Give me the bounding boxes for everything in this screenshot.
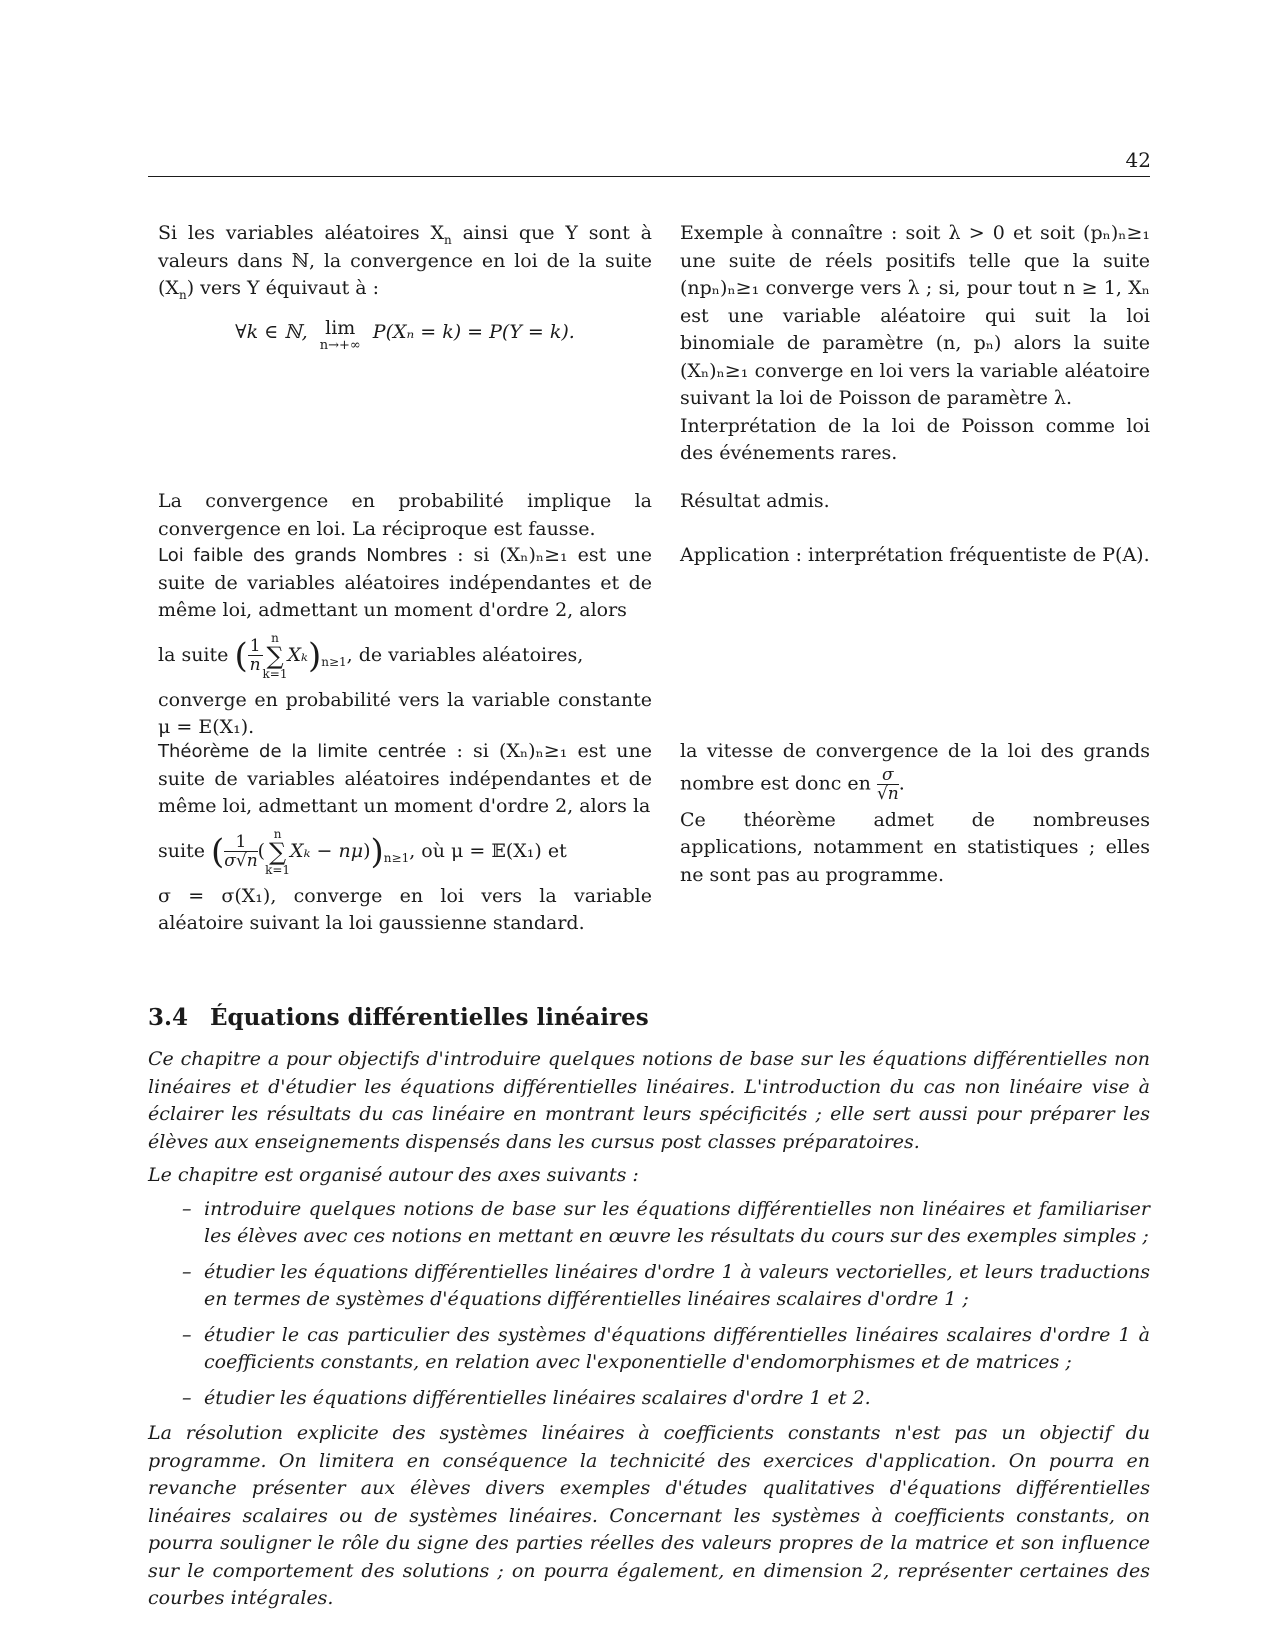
intro-paragraph-3: La résolution explicite des systèmes linéaires à coefficients constants n'est pas un objectif du programme. On limitera en conséquence la technicité des exercices d'application. On pourra en revanche présenter aux élèves divers exemples d'études qualitatives d'équations différentielles linéaires scalaires ou de systèmes linéaires. Concernant les systèmes à coefficients constants, on pourra souligner le rôle du signe des parties réelles des valeurs propres de la matrice et son influence sur le comportement des solutions ; on pourra également, en dimension 2, représenter certaines des courbes intégrales.: [148, 1422, 1150, 1609]
section-heading: [148, 1004, 649, 1031]
lgn-formula-line: la suite ( $\frac{1}{n}$ n ∑ $k=1X_k)_{n\ge 1}$, de variables aléatoires,: [158, 630, 584, 681]
limit-operator: lim n→+∞: [319, 316, 361, 353]
block1-right: [680, 220, 1150, 468]
lgn-statement: Loi faible des grands Nombres : si (Xₙ)ₙ≥₁ est une suite de variables aléatoires indépendantes et de même loi, admettant un moment d'ordre 2, alors: [158, 544, 652, 621]
block1-left: [158, 220, 652, 355]
poisson-interpretation: Interprétation de la loi de Poisson comme loi des événements rares.: [680, 414, 1150, 464]
block4-left: Théorème de la limite centrée : si (Xₙ)ₙ≥₁ est une suite de variables aléatoires indépendantes et de même loi, admettant un moment d'ordre 2, alors la suite ( $\frac{1}{\sigma√n}$ (n ∑ $k=1X_k - n\mu))_{n\ge 1}$, où μ = 𝔼(X₁) et σ = σ(X₁), converge en loi vers la variable aléatoire suivant la loi gaussienne standard.: [158, 740, 653, 934]
list-item: – étudier les équations différentielles linéaires scalaires d'ordre 1 et 2.: [182, 1386, 871, 1409]
poisson-example: Exemple à connaître : soit λ > 0 et soit (pₙ)ₙ≥₁ une suite de réels positifs telle que la suite (npₙ)ₙ≥₁ converge vers λ ; si, pour tout n ≥ 1, Xₙ est une variable aléatoire qui suit la loi binomiale de paramètre (n, pₙ) alors la suite (Xₙ)ₙ≥₁ converge en loi vers la variable aléatoire suivant la loi de Poisson de paramètre λ.: [680, 222, 1150, 409]
section-title: Équations différentielles linéaires: [210, 1004, 649, 1031]
tlc-statement: Théorème de la limite centrée : si (Xₙ)ₙ≥₁ est une suite de variables aléatoires indépendantes et de même loi, admettant un moment d'ordre 2, alors la: [158, 740, 653, 817]
block1-equation: ∀k ∈ ℕ, lim n→+∞ P(Xₙ = k) = P(Y = k).: [235, 316, 575, 353]
block1-left-text: Si les variables aléatoires $X_n$ ainsi que Y sont à valeurs dans ℕ, la convergence en loi de la suite $(X_n)$ vers Y équivaut à :: [158, 222, 652, 302]
fraction: $\frac{1}{\sigma√n}$: [224, 832, 258, 871]
page-number: 42: [1125, 148, 1151, 172]
block4-right: la vitesse de convergence de la loi des grands nombre est donc en $\frac{\sigma}{√n}$ . Ce théorème admet de nombreuses applications, notamment en statistiques ; elles ne sont pas au programme.: [680, 740, 1150, 886]
block3-right: Application : interprétation fréquentiste de P(A).: [680, 544, 1150, 566]
fraction: $\frac{1}{n}$: [249, 636, 261, 675]
sum-operator: n ∑ k=1: [262, 630, 288, 681]
section-number: 3.4: [148, 1004, 189, 1031]
theorem-name: Loi faible des grands Nombres: [158, 545, 448, 566]
block2-left: La convergence en probabilité implique la convergence en loi. La réciproque est fausse.: [158, 490, 652, 540]
tlc-formula-line: suite ( $\frac{1}{\sigma√n}$ (n ∑ $k=1X_k - n\mu))_{n\ge 1}$, où μ = 𝔼(X₁) et: [158, 826, 567, 877]
objectives-list: [148, 1196, 1150, 1413]
intro-paragraph-1: Ce chapitre a pour objectifs d'introduire quelques notions de base sur les équations différentielles non linéaires et d'étudier les équations différentielles linéaires. L'introduction du cas non linéaire vise à éclairer les résultats du cas linéaire en montrant leurs spécificités ; elle sert aussi pour préparer les élèves aux enseignements dispensés dans les cursus post classes préparatoires.: [148, 1048, 1150, 1153]
convergence-speed: la vitesse de convergence de la loi des grands nombre est donc en $\frac{\sigma}{√n}$ .: [680, 740, 1150, 804]
list-item: – étudier le cas particulier des systèmes d'équations différentielles linéaires scalaires d'ordre 1 à coefficients constants, en relation avec l'exponentielle d'endomorphismes et de matrices ;: [182, 1323, 1150, 1373]
header-rule: [148, 176, 1150, 177]
intro-paragraph-2: Le chapitre est organisé autour des axes suivants :: [148, 1164, 639, 1186]
list-item: – introduire quelques notions de base sur les équations différentielles non linéaires et familiariser les élèves avec ces notions en mettant en œuvre les résultats du cours sur des exemples simples ;: [182, 1197, 1150, 1247]
sum-operator: n ∑ k=1: [265, 826, 291, 877]
theorem-name: Théorème de la limite centrée: [158, 741, 447, 762]
block3-left: Loi faible des grands Nombres : si (Xₙ)ₙ≥₁ est une suite de variables aléatoires indépendantes et de même loi, admettant un moment d'ordre 2, alors la suite ( $\frac{1}{n}$ n ∑ $k=1X_k)_{n\ge 1}$, de variables aléatoires, converge en probabilité vers la variable constante μ = E(X₁).: [158, 544, 652, 738]
block2-right: Résultat admis.: [680, 490, 830, 512]
section-intro: [148, 1046, 1150, 1613]
fraction: $\frac{\sigma}{√n}$: [876, 764, 899, 804]
list-item: – étudier les équations différentielles linéaires d'ordre 1 à valeurs vectorielles, et leurs traductions en termes de systèmes d'équations différentielles linéaires scalaires d'ordre 1 ;: [182, 1260, 1150, 1310]
